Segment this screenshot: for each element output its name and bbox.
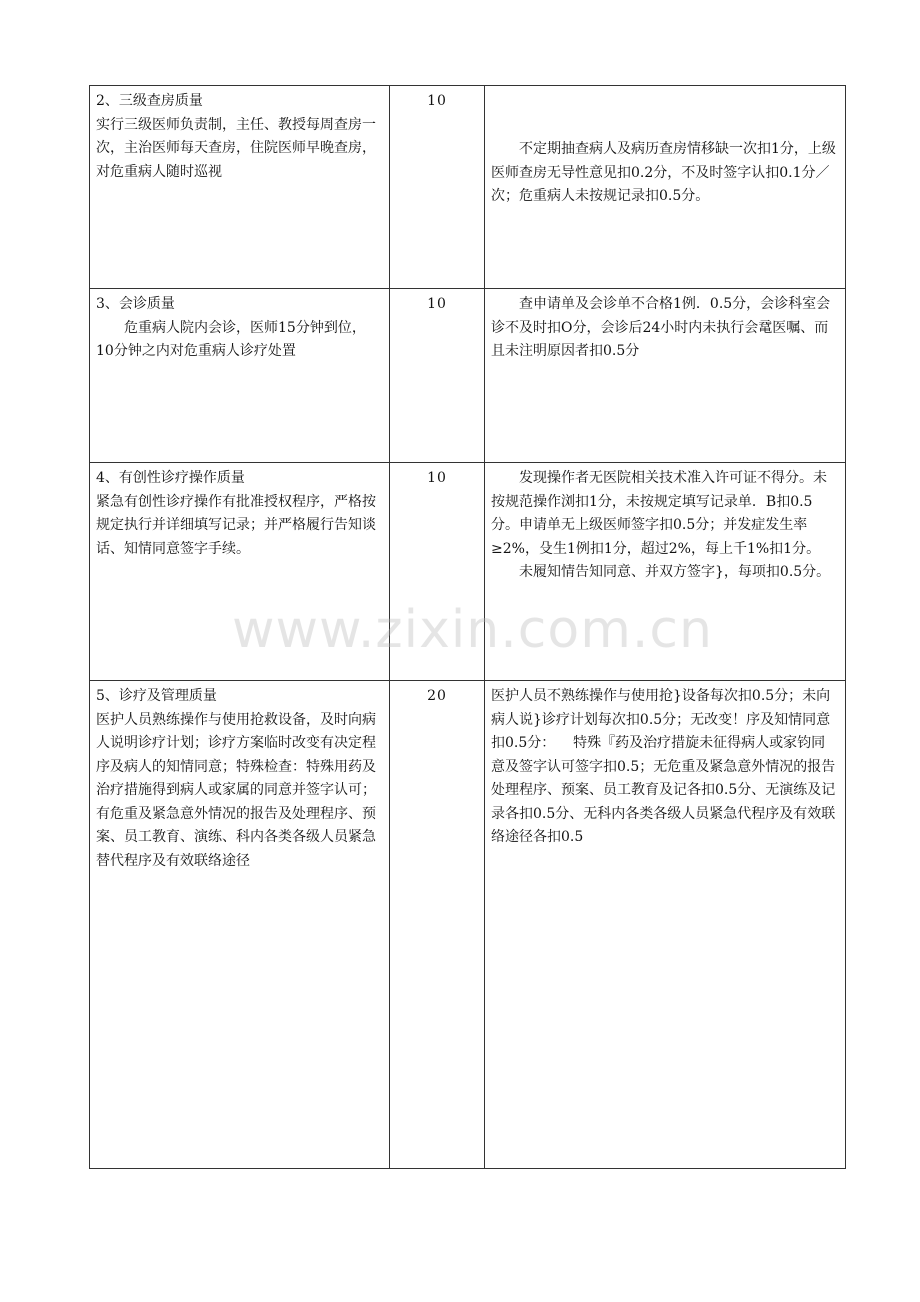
deduction-rule: 医护人员不熟练操作与使用抢}设备每次扣0.5分；未向病人说}诊疗计划每次扣0.5分；无改变！序及知情同意扣0.5分： 特殊『药及治疗措旋未征得病人或家钧同意及签字认可签字扣0.5；无危重及紧急意外情况的报告处理程序、预案、员工教育及记各扣0.5分、无演练及记录各扣0.5分、无科内各类各级人员紧急代程序及有效联络途径各扣0.5 <box>491 688 836 845</box>
deduction-cell <box>485 289 846 463</box>
table-row <box>90 86 846 289</box>
item-description: 危重病人院内会诊，医师15分钟到位， 10分钟之内对危重病人诊疗处置 <box>96 319 384 359</box>
deduction-cell <box>485 86 846 289</box>
item-title: 2、三级查房质量 <box>96 93 203 109</box>
scoring-table <box>89 85 846 1169</box>
score-cell: 10 <box>390 289 485 463</box>
deduction-rule: 发现操作者无医院相关技术准入许可证不得分。未按规范操作浏扣1分，未按规定填写记录单．B扣0.5分。申请单无上级医师签字扣0.5分；并发症发生率≥2%，殳生1例扣1分，超过2%，每上千1%扣1分。 <box>491 470 827 557</box>
score-cell: 20 <box>390 681 485 1169</box>
item-description: 医护人员熟练操作与使用抢救设备，及时向病人说明诊疗计划；诊疗方案临时改变有决定程序及病人的知情同意；特殊检查：特殊用药及治疗措施得到病人或家属的同意并签字认可；有危重及紧急意外情况的报告及处理程序、预案、员工教育、演练、科内各类各级人员紧急替代程序及有效联络途径 <box>96 711 376 869</box>
score-cell: 10 <box>390 86 485 289</box>
watermark-text: www.zixin.com.cn <box>232 600 713 660</box>
item-title: 5、诊疗及管理质量 <box>96 688 217 704</box>
deduction-rule-2: 未履知情告知同意、并双方签字}，每项扣0.5分。 <box>519 564 831 580</box>
item-cell <box>90 86 390 289</box>
deduction-rule: 不定期抽查病人及病历查房情移缺一次扣1分，上级医师查房无导性意见扣0.2分，不及时签字认扣0.1分／次；危重病人未按规记录扣0.5分。 <box>491 141 836 204</box>
item-cell <box>90 463 390 681</box>
score-cell: 10 <box>390 463 485 681</box>
item-cell <box>90 289 390 463</box>
item-title: 3、会诊质量 <box>96 296 175 312</box>
deduction-cell <box>485 463 846 681</box>
deduction-rule: 查申请单及会诊单不合格1例．0.5分，会诊科室会诊不及时扣O分，会诊后24小时内未执行会鼋医嘱、而且未注明原因者扣0.5分 <box>491 296 831 359</box>
item-cell <box>90 681 390 1169</box>
item-description: 实行三级医师负责制，主任、教授每周查房一次，主治医师每天查房，住院医师早晚查房，对危重病人随时巡视 <box>96 116 376 180</box>
item-title: 4、有创性诊疗操作质量 <box>96 470 245 486</box>
item-description: 紧急有创性诊疗操作有批准授权程序，严格按规定执行并详细填写记录；并严格履行告知谈话、知情同意签字手续。 <box>96 493 376 557</box>
table-row <box>90 289 846 463</box>
deduction-cell <box>485 681 846 1169</box>
table-row <box>90 681 846 1169</box>
table-row <box>90 463 846 681</box>
